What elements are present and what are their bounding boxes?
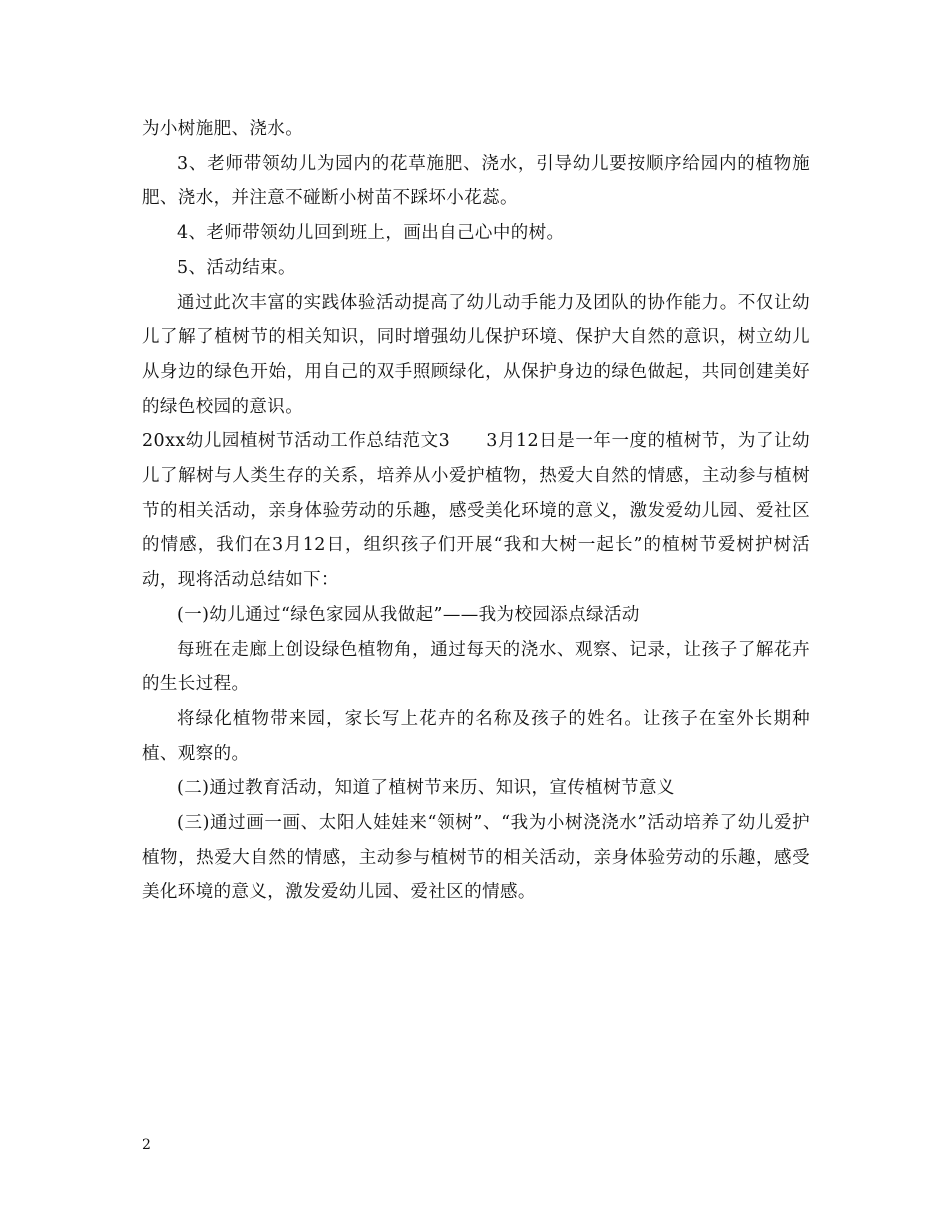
paragraph: 4、老师带领幼儿回到班上，画出自己心中的树。 [177, 223, 565, 244]
paragraph: 将绿化植物带来园，家长写上花卉的名称及孩子的姓名。让孩子在室外长期种植、观察的。 [142, 708, 810, 764]
paragraph: (一)幼儿通过“绿色家园从我做起”——我为校园添点绿活动 [177, 604, 640, 625]
paragraph: (二)通过教育活动，知道了植树节来历、知识，宣传植树节意义 [177, 778, 675, 799]
paragraph: 3、老师带领幼儿为园内的花草施肥、浇水，引导幼儿要按顺序给园内的植物施肥、浇水，并注意不碰断小树苗不踩坏小花蕊。 [142, 153, 810, 209]
paragraph: (三)通过画一画、太阳人娃娃来“领树”、“我为小树浇浇水”活动培养了幼儿爱护植物，热爱大自然的情感，主动参与植树节的相关活动，亲身体验劳动的乐趣，感受美化环境的意义，激发爱幼儿园、爱社区的情感。 [142, 813, 810, 903]
section-paragraph [142, 424, 810, 598]
page-number: 2 [142, 1137, 151, 1153]
paragraph: 为小树施肥、浇水。 [142, 119, 304, 139]
paragraph: 通过此次丰富的实践体验活动提高了幼儿动手能力及团队的协作能力。不仅让幼儿了解了植树节的相关知识，同时增强幼儿保护环境、保护大自然的意识，树立幼儿从身边的绿色开始，用自己的双手照顾绿化，从保护身边的绿色做起，共同创建美好的绿色校园的意识。 [142, 292, 810, 417]
section-heading: 20xx幼儿园植树节活动工作总结范文3 [142, 431, 451, 452]
paragraph: 每班在走廊上创设绿色植物角，通过每天的浇水、观察、记录，让孩子了解花卉的生长过程。 [142, 639, 810, 695]
paragraph: 5、活动结束。 [177, 257, 296, 278]
section-intro: 3月12日是一年一度的植树节，为了让幼儿了解树与人类生存的关系，培养从小爱护植物，热爱大自然的情感，主动参与植树节的相关活动，亲身体验劳动的乐趣，感受美化环境的意义，激发爱幼儿园、爱社区的情感，我们在3月12日，组织孩子们开展“我和大树一起长”的植树节爱树护树活动，现将活动总结如下： [142, 431, 810, 591]
document-body [142, 112, 810, 910]
